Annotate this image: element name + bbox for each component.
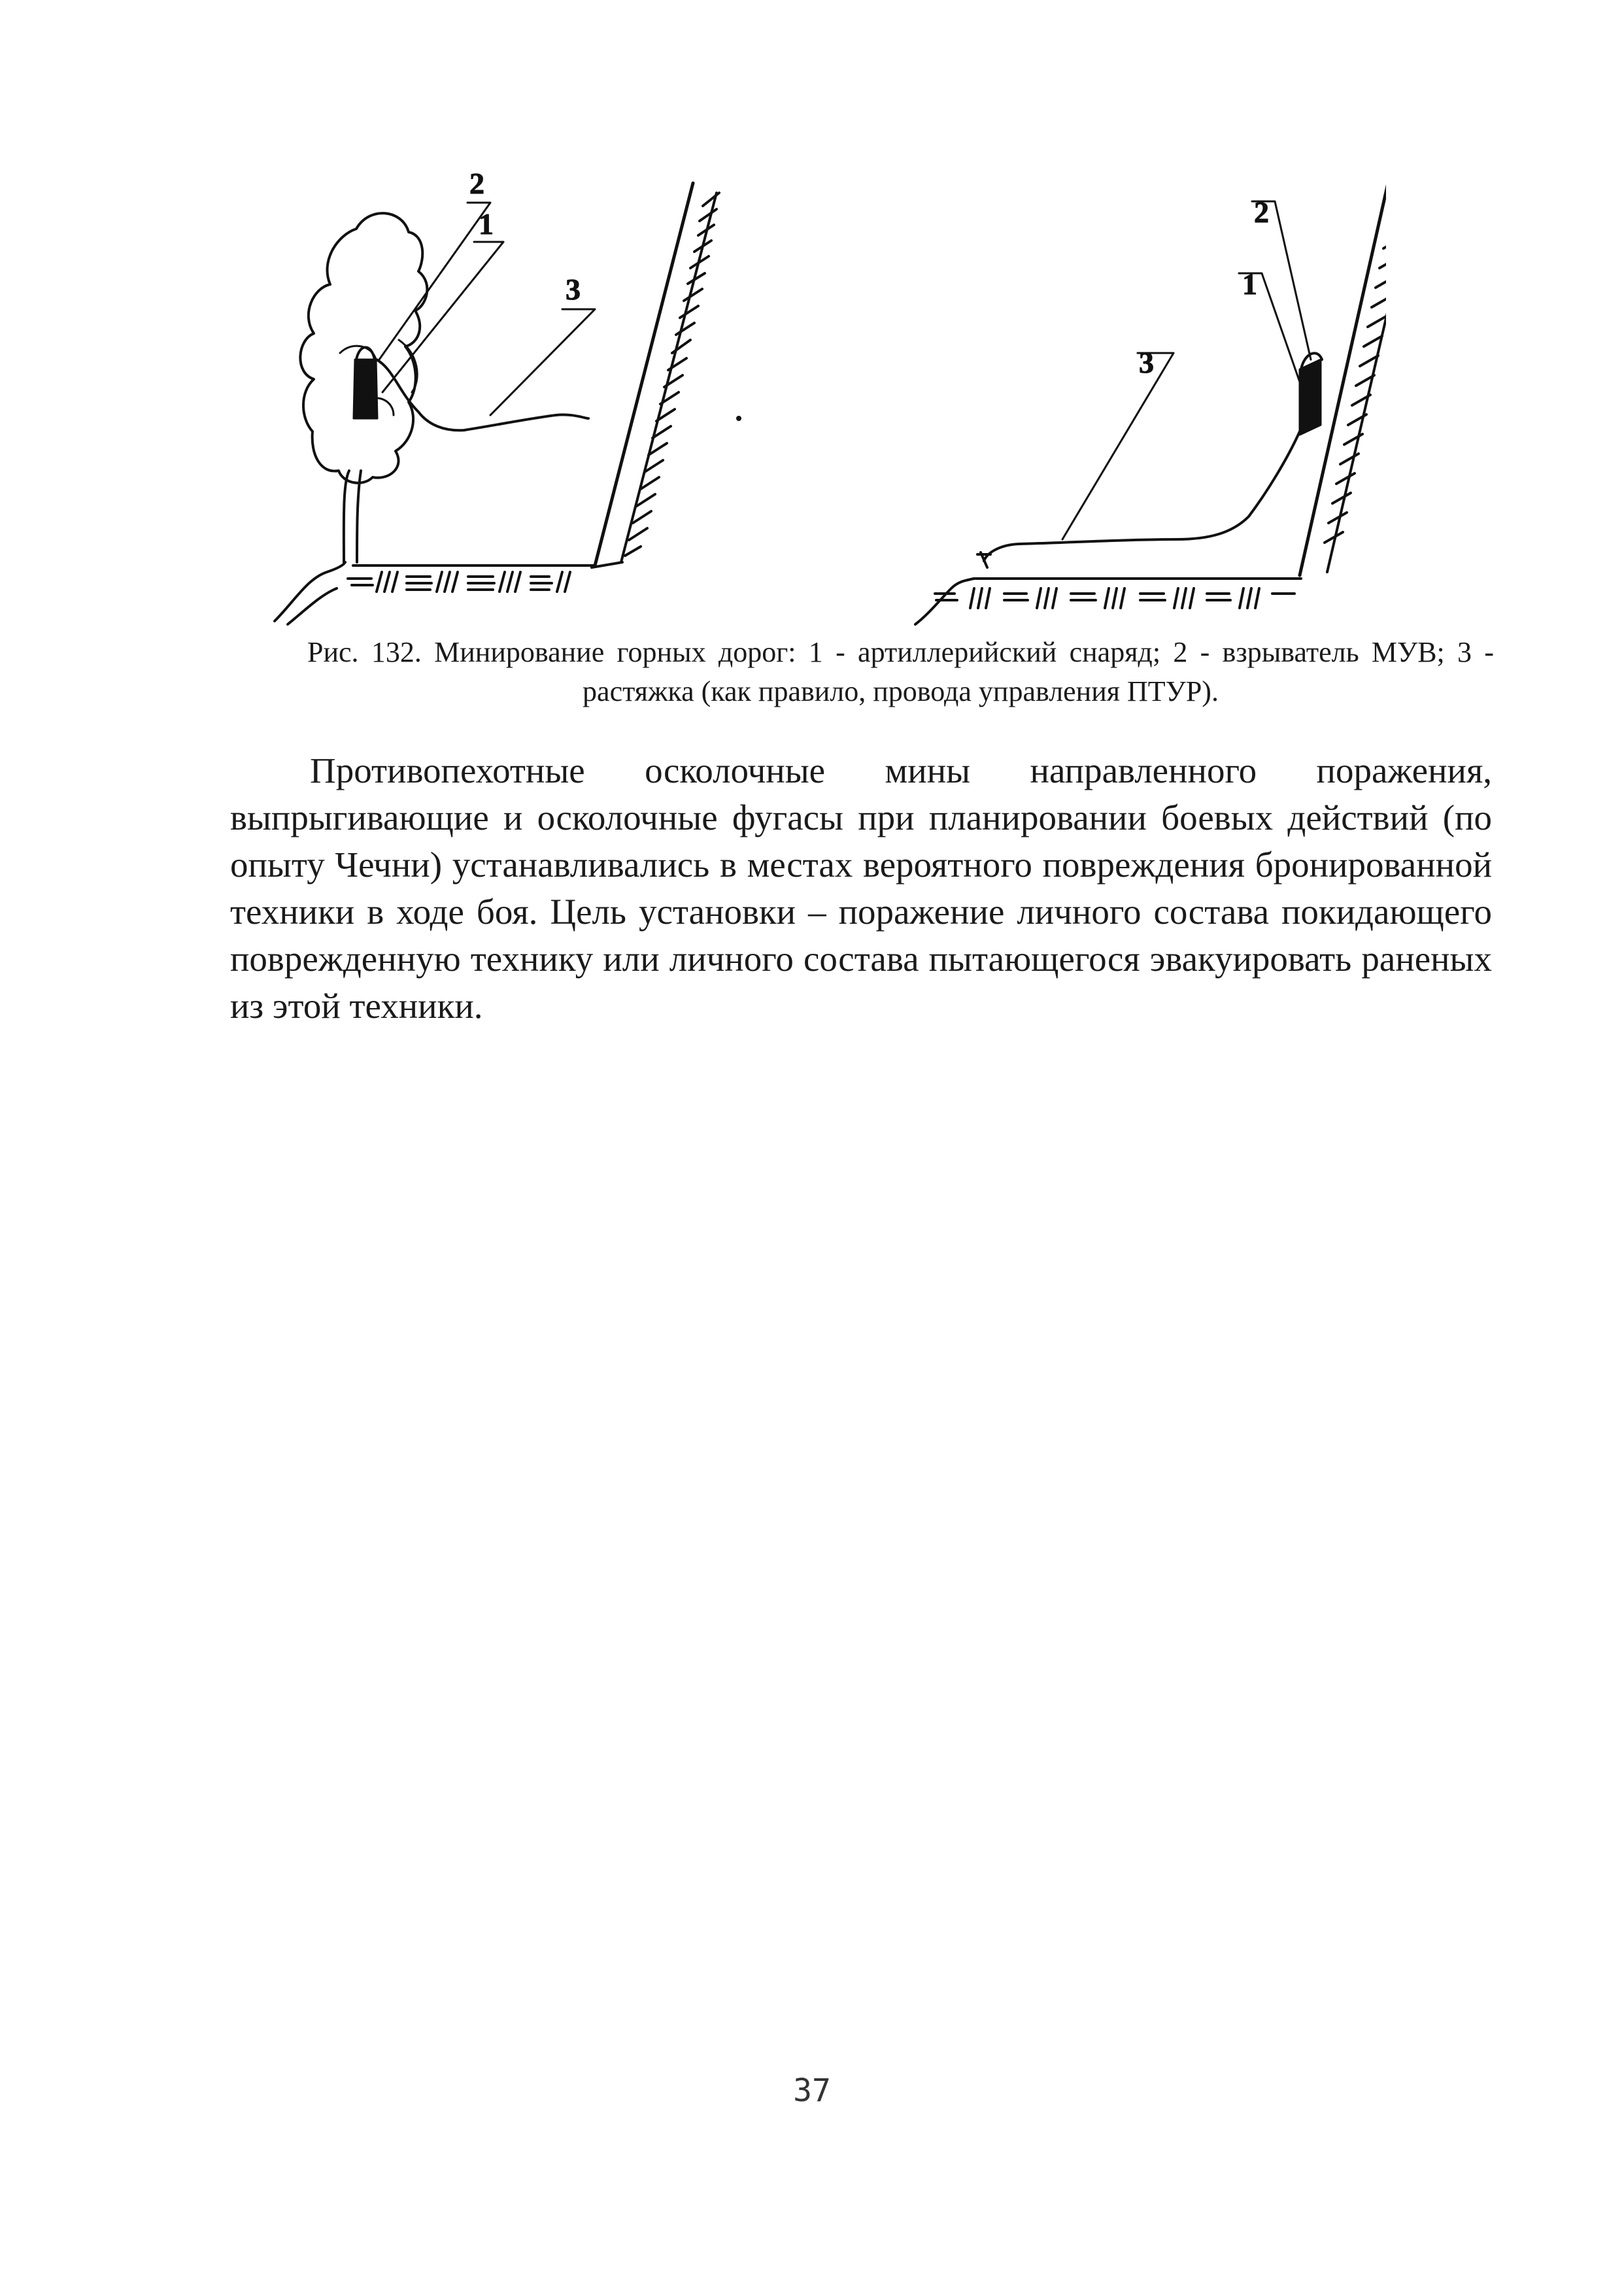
left-label-1: 1 xyxy=(479,207,494,241)
right-artillery-shell xyxy=(1300,360,1321,435)
tree-trunk xyxy=(344,471,361,562)
page-number: 37 xyxy=(793,2072,831,2109)
right-diagram-cliff-mine xyxy=(915,157,1386,624)
left-leader-2 xyxy=(379,203,490,360)
left-leader-1 xyxy=(382,242,503,392)
left-cliff-face xyxy=(595,183,693,565)
figure-132 xyxy=(222,144,1386,641)
scan-dot xyxy=(736,416,741,421)
right-label-1: 1 xyxy=(1242,267,1257,301)
left-cliff-hatching xyxy=(625,193,719,556)
tree-canopy-inner xyxy=(340,340,417,415)
right-tripwire xyxy=(984,431,1300,561)
tree-roots xyxy=(275,562,345,624)
left-fuze xyxy=(356,347,375,360)
left-tripwire xyxy=(377,360,588,430)
right-leader-3 xyxy=(1062,353,1174,539)
right-ground-hatching xyxy=(935,588,1294,608)
right-tripwire-peg xyxy=(977,552,990,567)
left-leader-3 xyxy=(490,309,595,415)
figure-caption: Рис. 132. Минирование горных дорог: 1 - артиллерийский снаряд; 2 - взрыватель МУВ; 3 - растяжка (как правило, провода управления ПТУР). xyxy=(307,636,1494,707)
left-diagram-tree-mine xyxy=(275,167,741,624)
right-label-2: 2 xyxy=(1254,195,1269,229)
left-cliff-back xyxy=(621,193,717,562)
right-label-3: 3 xyxy=(1139,346,1154,379)
left-label-2: 2 xyxy=(469,167,484,200)
body-paragraph: Противопехотные осколочные мины направленного поражения, выпрыгивающие и осколочные фугасы при планировании боевых действий (по опыту Чечни) устанавливались в местах вероятного повреждения бронированной техники в ходе боя. Цель установки – поражение личного состава покидающего поврежденную технику или личного состава пытающегося эвакуировать раненых из этой техники. xyxy=(230,751,1492,1026)
left-artillery-shell xyxy=(354,360,377,418)
left-label-3: 3 xyxy=(566,273,581,306)
left-ground-hatching xyxy=(348,572,570,592)
